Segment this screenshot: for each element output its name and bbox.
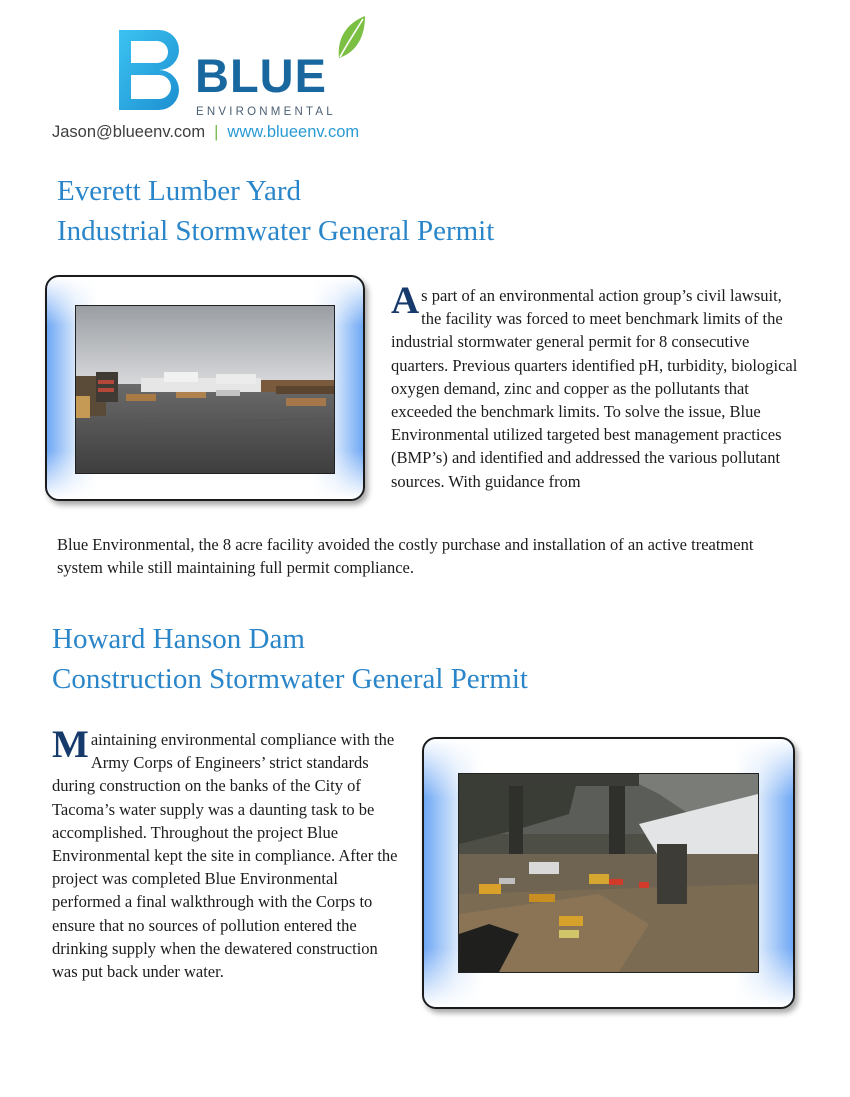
contact-line (52, 121, 359, 143)
photo-frame-lumber-yard (45, 275, 365, 501)
drop-cap: M (52, 723, 89, 766)
section-title-line2: Industrial Stormwater General Permit (57, 215, 495, 247)
dam-construction-photo (458, 773, 759, 973)
section-heading-howard-hanson (52, 619, 528, 699)
leaf-icon (335, 14, 367, 60)
section-body-howard-hanson (52, 723, 402, 983)
contact-email[interactable]: Jason@blueenv.com (52, 123, 206, 141)
section-body-everett-continued: Blue Environmental, the 8 acre facility avoided the costly purchase and installation of an active treatment system while still maintaining full permit compliance. (57, 535, 754, 578)
photo-frame-dam (422, 737, 795, 1009)
company-logo (113, 14, 373, 118)
section-title-line1: Everett Lumber Yard (57, 175, 302, 207)
section-body-everett (391, 279, 801, 493)
section-title-line2: Construction Stormwater General Permit (52, 663, 528, 695)
section-heading-everett (57, 171, 494, 251)
section-body-text: aintaining environmental compliance with the Army Corps of Engineers’ strict standards during construction on the banks of the City of Tacoma’s water supply was a daunting task to be accomplished. Throughout the project Blue Environmental kept the site in compliance. After the project was completed Blue Environmental performed a final walkthrough with the Corps to ensure that no sources of pollution entered the drinking supply when the dewatered construction was put back under water. (52, 730, 398, 982)
contact-separator: | (214, 123, 219, 141)
lumber-yard-photo (75, 305, 335, 474)
blue-b-logo-icon (117, 28, 189, 112)
contact-website[interactable]: www.blueenv.com (227, 123, 360, 141)
brand-tagline: ENVIRONMENTAL (196, 106, 336, 118)
section-title-line1: Howard Hanson Dam (52, 623, 305, 655)
section-body-text: s part of an environmental action group’s civil lawsuit, the facility was forced to meet benchmark limits of the industrial stormwater general permit for 8 consecutive quarters. Previous quarters identified pH, turbidity, biological oxygen demand, zinc and copper as the pollutants that exceeded the benchmark limits. To solve the issue, Blue Environmental utilized targeted best management practices (BMP’s) and identified and addressed the various pollutant sources. With guidance from (391, 286, 798, 491)
drop-cap: A (391, 279, 420, 322)
brand-name: BLUE (195, 49, 327, 102)
